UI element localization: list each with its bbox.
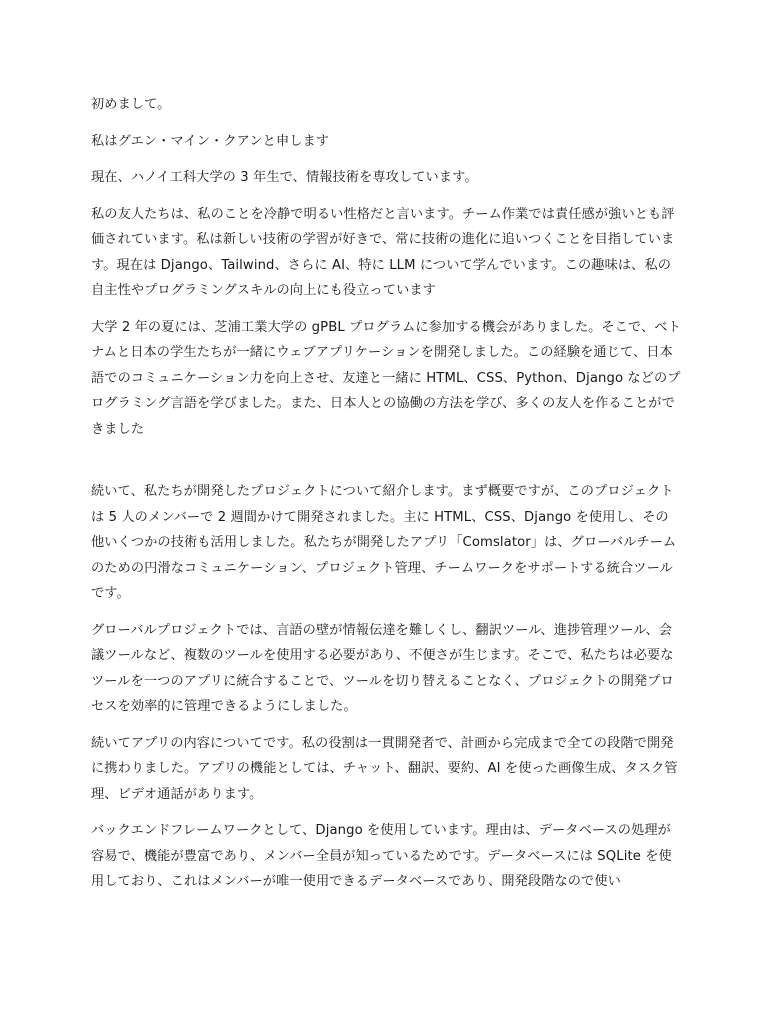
paragraph-app-content: 続いてアプリの内容についてです。私の役割は一貫開発者で、計画から完成まで全ての段階で開発に携わりました。アプリの機能としては、チャット、翻訳、要約、AI を使った画像生成、タスク管理、ビデオ通話があります。 [91, 735, 678, 802]
paragraph-global-project: グローバルプロジェクトでは、言語の壁が情報伝達を難しくし、翻訳ツール、進捗管理ツール、会議ツールなど、複数のツールを使用する必要があり、不便さが生じます。そこで、私たちは必要なツールを一つのアプリに統合することで、ツールを切り替えることなく、プロジェクトの開発プロセスを効率的に管理できるようにしました。 [91, 622, 674, 714]
paragraph-university: 現在、ハノイ工科大学の 3 年生で、情報技術を専攻しています。 [91, 170, 478, 185]
paragraph-personality: 私の友人たちは、私のことを冷静で明るい性格だと言います。チーム作業では責任感が強いとも評価されています。私は新しい技術の学習が好きで、常に技術の進化に追いつくことを目指しています。現在は Django、Tailwind、さらに AI、特に LLM について学んでいます。この趣味は、私の自主性やプログラミングスキルの向上にも役立っています [91, 206, 675, 298]
paragraph-gpbl: 大学 2 年の夏には、芝浦工業大学の gPBL プログラムに参加する機会がありました。そこで、ベトナムと日本の学生たちが一緒にウェブアプリケーションを開発しました。この経験を通じて、日本語でのコミュニケーション力を向上させ、友達と一緒に HTML、CSS、Python、Django などのプログラミング言語を学びました。また、日本人との協働の方法を学び、多くの友人を作ることができました [91, 319, 681, 437]
paragraph-project-overview: 続いて、私たちが開発したプロジェクトについて紹介します。まず概要ですが、このプロジェクトは 5 人のメンバーで 2 週間かけて開発されました。主に HTML、CSS、Django を使用し、その他いくつかの技術も活用しました。私たちが開発したアプリ「Comslator」は、グローバルチームのための円滑なコミュニケーション、プロジェクト管理、チームワークをサポートする統合ツールです。 [91, 484, 677, 601]
paragraph-backend: バックエンドフレームワークとして、Django を使用しています。理由は、データベースの処理が容易で、機能が豊富であり、メンバー全員が知っているためです。データベースには SQLite を使用しており、これはメンバーが唯一使用できるデータベースであり、開発段階なので使い [91, 823, 672, 889]
paragraph-name: 私はグエン・マイン・クアンと申します [91, 133, 330, 149]
document-body [91, 92, 681, 895]
paragraph-greeting: 初めまして。 [91, 97, 171, 112]
